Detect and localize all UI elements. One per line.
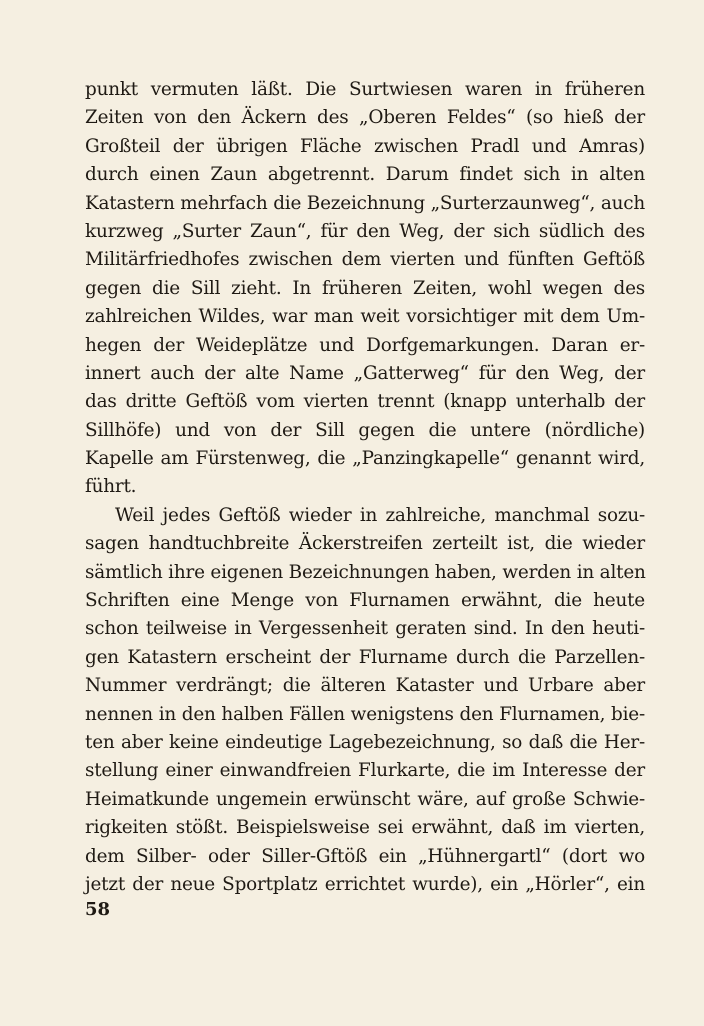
text-line: kurzweg „Surter Zaun“, für den Weg, der sich südlich des xyxy=(85,220,645,242)
text-line: das dritte Geftöß vom vierten trennt (knapp unterhalb der xyxy=(85,391,645,413)
text-line: durch einen Zaun abgetrennt. Darum findet sich in alten xyxy=(85,164,645,186)
text-line: Weil jedes Geftöß wieder in zahlreiche, manchmal sozu- xyxy=(115,504,645,526)
text-line: Militärfriedhofes zwischen dem vierten und fünften Geftöß xyxy=(85,249,645,271)
text-line: jetzt der neue Sportplatz errichtet wurde), ein „Hörler“, ein xyxy=(85,873,645,895)
text-line: Schriften eine Menge von Flurnamen erwähnt, die heute xyxy=(85,590,645,612)
text-line: Sillhöfe) und von der Sill gegen die untere (nördliche) xyxy=(85,419,645,441)
text-line: zahlreichen Wildes, war man weit vorsichtiger mit dem Um- xyxy=(85,306,645,328)
text-line: nennen in den halben Fällen wenigstens den Flurnamen, bie- xyxy=(85,703,645,725)
text-line: sämtlich ihre eigenen Bezeichnungen haben, werden in alten xyxy=(85,561,646,583)
paragraph xyxy=(85,502,645,899)
text-line: dem Silber- oder Siller-Gftöß ein „Hühnergartl“ (dort wo xyxy=(85,845,645,867)
text-line: Katastern mehrfach die Bezeichnung „Surterzaunweg“, auch xyxy=(85,192,645,214)
page-number: 58 xyxy=(85,899,111,920)
paragraph xyxy=(85,76,645,502)
text-line: Heimatkunde ungemein erwünscht wäre, auf große Schwie- xyxy=(85,788,645,810)
text-line: stellung einer einwandfreien Flurkarte, die im Interesse der xyxy=(85,760,645,782)
text-line: schon teilweise in Vergessenheit geraten sind. In den heuti- xyxy=(85,618,645,640)
text-line: sagen handtuchbreite Äckerstreifen zerteilt ist, die wieder xyxy=(85,533,645,555)
text-line: Kapelle am Fürstenweg, die „Panzingkapelle“ genannt wird, xyxy=(85,448,645,470)
text-line: hegen der Weideplätze und Dorfgemarkungen. Daran er- xyxy=(85,334,645,356)
text-line: gegen die Sill zieht. In früheren Zeiten, wohl wegen des xyxy=(85,277,645,299)
text-line: rigkeiten stößt. Beispielsweise sei erwähnt, daß im vierten, xyxy=(85,817,645,839)
text-line: führt. xyxy=(85,476,137,498)
text-line: gen Katastern erscheint der Flurname durch die Parzellen- xyxy=(85,646,645,668)
text-line: punkt vermuten läßt. Die Surtwiesen waren in früheren xyxy=(85,79,645,100)
text-line: Nummer verdrängt; die älteren Kataster und Urbare aber xyxy=(85,675,645,697)
text-line: Großteil der übrigen Fläche zwischen Pradl und Amras) xyxy=(85,135,645,157)
text-line: innert auch der alte Name „Gatterweg“ für den Weg, der xyxy=(85,362,645,384)
page-body xyxy=(85,76,645,899)
text-line: Zeiten von den Äckern des „Oberen Feldes“ (so hieß der xyxy=(85,107,645,129)
text-line: ten aber keine eindeutige Lagebezeichnung, so daß die Her- xyxy=(85,731,645,753)
